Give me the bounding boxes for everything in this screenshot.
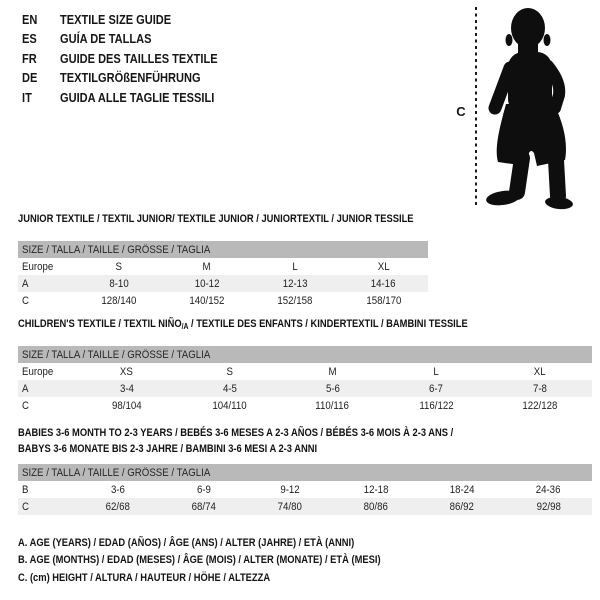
table-row-age: [18, 275, 428, 292]
age-months-value: 9-12: [280, 483, 300, 496]
row-label: Europe: [22, 365, 54, 378]
babies-size-table: [18, 464, 592, 515]
age-value: 8-10: [109, 277, 129, 290]
age-months-value: 3-6: [111, 483, 125, 496]
size-value: S: [226, 365, 233, 378]
size-value: L: [433, 365, 439, 378]
legend-row-it: [22, 88, 245, 107]
age-value: 3-4: [119, 382, 134, 395]
table-row-age: [18, 380, 592, 397]
footnote-b: B. AGE (MONTHS) / EDAD (MESES) / ÂGE (MOIS) / ALTER (MONATE) / ETÀ (MESI): [18, 554, 381, 567]
toddler-silhouette-shape: [485, 8, 573, 210]
age-months-value: 6-9: [197, 483, 211, 496]
size-value: L: [292, 260, 298, 273]
size-value: XL: [377, 260, 390, 273]
language-code: FR: [22, 50, 37, 66]
age-value: 5-6: [325, 382, 340, 395]
age-value: 4-5: [222, 382, 237, 395]
height-value: 104/110: [212, 399, 247, 412]
language-code: DE: [22, 70, 38, 86]
age-months-value: 12-18: [363, 483, 389, 496]
footnote-c: C. (cm) HEIGHT / ALTURA / HAUTEUR / HÖHE / ALTEZZA: [18, 571, 271, 584]
babies-section-title: [18, 425, 530, 457]
legend-row-en: [22, 10, 245, 29]
height-value: 74/80: [277, 500, 303, 513]
row-label: C: [22, 500, 29, 513]
table-row-europe: [18, 258, 428, 275]
height-value: 62/68: [105, 500, 131, 513]
junior-size-table: [18, 241, 428, 309]
height-value: 110/116: [315, 399, 350, 412]
age-months-value: 24-36: [536, 483, 561, 496]
height-value: 92/98: [536, 500, 561, 513]
legend-row-es: [22, 29, 245, 48]
height-value: 80/86: [363, 500, 389, 513]
height-value: 86/92: [449, 500, 475, 513]
row-label: A: [22, 277, 29, 290]
size-header-bar: [18, 464, 592, 481]
row-label: C: [22, 399, 29, 412]
size-header-bar: [18, 346, 592, 363]
size-header-label: SIZE / TALLA / TAILLE / GRÖSSE / TAGLIA: [22, 348, 211, 361]
language-legend: [22, 10, 245, 107]
age-value: 12-13: [282, 277, 308, 290]
height-value: 158/170: [366, 294, 402, 307]
size-value: S: [115, 260, 123, 273]
children-section-title: [18, 318, 547, 331]
height-value: 140/152: [189, 294, 225, 307]
height-value: 116/122: [418, 399, 454, 412]
row-label: A: [22, 382, 29, 395]
size-value: XS: [120, 365, 133, 378]
language-title: GUIDE DES TAILLES TEXTILE: [60, 50, 218, 66]
title-line-2: BABYS 3-6 MONATE BIS 2-3 JAHRE / BAMBINI 3-6 MESI A 2-3 ANNI: [18, 443, 318, 455]
height-value: 122/128: [522, 399, 558, 412]
footnotes: [18, 535, 445, 587]
language-title: TEXTILE SIZE GUIDE: [60, 12, 172, 27]
height-measure-label: C: [456, 104, 466, 119]
language-code: IT: [22, 89, 32, 105]
table-row-europe: [18, 363, 592, 380]
size-header-label: SIZE / TALLA / TAILLE / GRÖSSE / TAGLIA: [22, 466, 211, 479]
age-months-value: 18-24: [449, 483, 475, 496]
title-text: CHILDREN'S TEXTILE / TEXTIL NIÑO: [18, 318, 182, 330]
language-title: TEXTILGRÖßENFÜHRUNG: [60, 70, 201, 86]
legend-row-de: [22, 68, 245, 87]
size-value: XL: [534, 365, 546, 378]
table-row-height: [18, 397, 592, 414]
row-label: B: [22, 483, 29, 496]
size-header-label: SIZE / TALLA / TAILLE / GRÖSSE / TAGLIA: [22, 243, 211, 256]
age-value: 6-7: [429, 382, 443, 395]
height-value: 152/158: [277, 294, 313, 307]
title-text: / TEXTILE DES ENFANTS / KINDERTEXTIL / BAMBINI TESSILE: [188, 318, 468, 330]
language-title: GUIDA ALLE TAGLIE TESSILI: [60, 89, 215, 105]
age-value: 14-16: [371, 277, 396, 290]
height-value: 128/140: [101, 294, 137, 307]
language-code: ES: [22, 31, 37, 47]
table-row-height: [18, 292, 428, 309]
toddler-silhouette-icon: [470, 0, 600, 215]
language-title: GUÍA DE TALLAS: [60, 31, 152, 47]
row-label: C: [22, 294, 29, 307]
language-code: EN: [22, 12, 38, 27]
size-value: M: [328, 365, 337, 378]
footnote-a: A. AGE (YEARS) / EDAD (AÑOS) / ÂGE (ANS) / ALTER (JAHRE) / ETÀ (ANNI): [18, 537, 355, 549]
height-value: 98/104: [111, 399, 142, 412]
table-row-height: [18, 498, 592, 515]
children-size-table: [18, 346, 592, 414]
age-value: 10-12: [194, 277, 220, 290]
size-header-bar: [18, 241, 428, 258]
size-value: M: [202, 260, 212, 273]
table-row-age-months: [18, 481, 592, 498]
title-line-1: BABIES 3-6 MONTH TO 2-3 YEARS / BEBÉS 3-6 MESES A 2-3 AÑOS / BÉBÉS 3-6 MOIS À 2-3 ANS /: [18, 427, 454, 439]
legend-row-fr: [22, 49, 245, 68]
junior-section-title: JUNIOR TEXTILE / TEXTIL JUNIOR/ TEXTILE JUNIOR / JUNIORTEXTIL / JUNIOR TESSILE: [18, 213, 414, 225]
title-subscript: /A: [181, 322, 189, 331]
row-label: Europe: [22, 260, 54, 273]
age-value: 7-8: [533, 382, 547, 395]
height-value: 68/74: [191, 500, 217, 513]
